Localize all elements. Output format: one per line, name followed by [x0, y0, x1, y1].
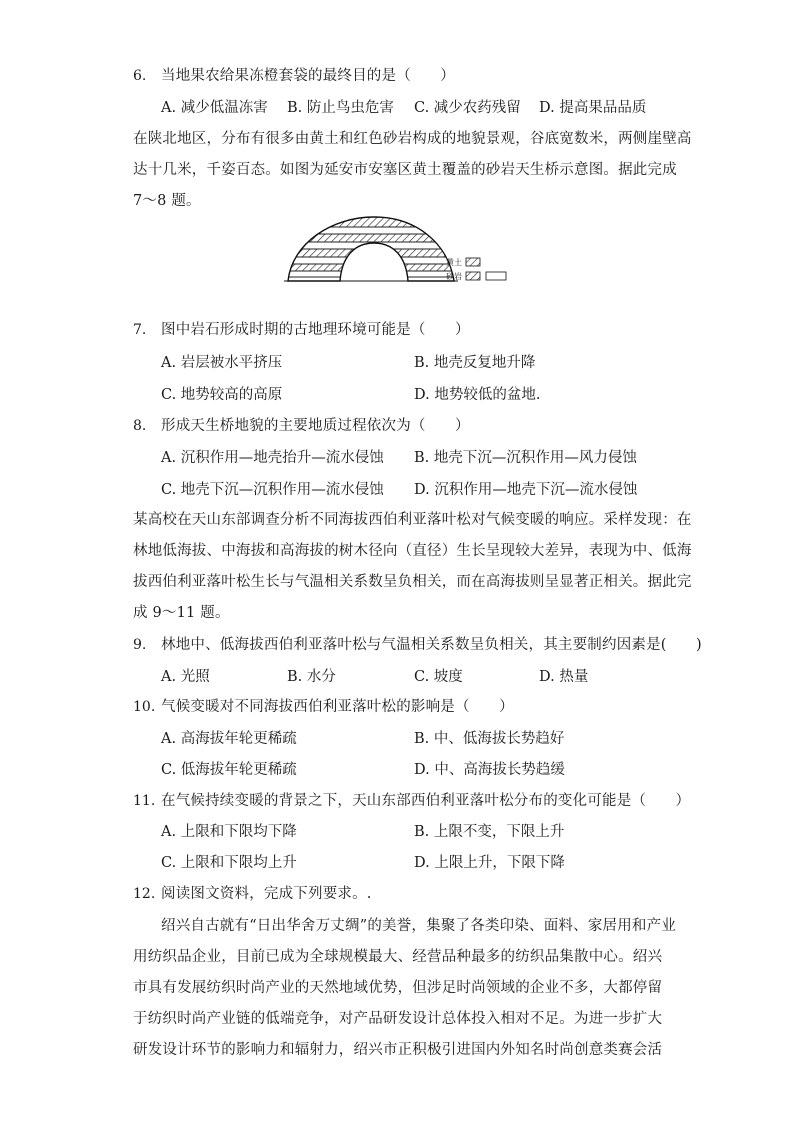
legend-loess-swatch [466, 258, 480, 266]
question-9-number: 9. [133, 637, 147, 653]
question-12-passage-line-5: 研发设计环节的影响力和辐射力，绍兴市正积极引进国内外知名时尚创意类赛会活 [133, 1042, 663, 1058]
question-8-option-b: B. 地壳下沉—沉积作用—风力侵蚀 [414, 450, 637, 466]
question-11-option-a: A. 上限和下限均下降 [161, 824, 297, 840]
hatched-band-2 [282, 249, 462, 257]
question-10-option-c: C. 低海拔年轮更稀疏 [161, 762, 297, 778]
question-9-option-d: D. 热量 [539, 669, 589, 685]
question-11-option-b: B. 上限不变，下限上升 [414, 824, 565, 840]
question-11-option-d: D. 上限上升，下限下降 [414, 855, 565, 871]
question-7-number: 7. [133, 322, 147, 338]
loess-layer-top [282, 213, 462, 227]
question-12-passage-line-1: 绍兴自古就有“日出华舍万丈绸”的美誉，集聚了各类印染、面料、家居用和产业 [161, 918, 677, 934]
question-7-option-b: B. 地壳反复地升降 [414, 355, 536, 371]
question-6-option-c: C. 减少农药残留 [414, 100, 521, 116]
legend-sandstone-swatch-hatched [466, 272, 480, 280]
legend-sandstone-swatch-plain [486, 272, 506, 280]
question-8-stem: 形成天生桥地貌的主要地质过程依次为（ ） [161, 418, 470, 434]
question-12-number: 12. [133, 886, 156, 902]
passage-2-line-1: 某高校在天山东部调查分析不同海拔西伯利亚落叶松对气候变暖的响应。采样发现：在 [133, 512, 692, 528]
question-10-option-d: D. 中、高海拔长势趋缓 [414, 762, 565, 778]
natural-bridge-figure [282, 213, 512, 289]
passage-1-line-3: 7～8 题。 [133, 193, 201, 209]
question-12-passage-line-3: 市具有发展纺织时尚产业的天然地域优势，但涉足时尚领域的企业不多，大都停留 [133, 980, 663, 996]
question-12-passage-line-2: 用纺织品企业，目前已成为全球规模最大、经营品种最多的纺织品集散中心。绍兴 [133, 949, 663, 965]
question-11-stem: 在气候持续变暖的背景之下，天山东部西伯利亚落叶松分布的变化可能是（ ） [161, 793, 691, 809]
question-9-option-b: B. 水分 [287, 669, 336, 685]
question-6-number: 6. [133, 68, 147, 84]
question-8-option-c: C. 地壳下沉—沉积作用—流水侵蚀 [161, 482, 384, 498]
question-9-option-c: C. 坡度 [414, 669, 463, 685]
question-7-option-d: D. 地势较低的盆地. [414, 387, 541, 403]
question-9-stem: 林地中、低海拔西伯利亚落叶松与气温相关系数呈负相关，其主要制约因素是( ) [161, 637, 702, 653]
hatched-band-3 [282, 264, 462, 271]
question-8-option-d: D. 沉积作用—地壳下沉—流水侵蚀 [414, 482, 638, 498]
question-10-option-b: B. 中、低海拔长势趋好 [414, 731, 565, 747]
question-6-option-a: A. 减少低温冻害 [161, 100, 268, 116]
legend-sandstone-label: 砂岩 [446, 272, 462, 281]
question-10-stem: 气候变暖对不同海拔西伯利亚落叶松的影响是（ ） [161, 699, 514, 715]
passage-2-line-2: 林地低海拔、中海拔和高海拔的树木径向（直径）生长呈现较大差异，表现为中、低海 [133, 543, 692, 559]
question-10-number: 10. [133, 699, 156, 715]
question-11-option-c: C. 上限和下限均上升 [161, 855, 297, 871]
question-10-option-a: A. 高海拔年轮更稀疏 [161, 731, 297, 747]
question-12-passage-line-4: 于纺织时尚产业链的低端竞争，对产品研发设计总体投入相对不足。为进一步扩大 [133, 1011, 663, 1027]
question-7-option-c: C. 地势较高的高原 [161, 387, 283, 403]
question-8-number: 8. [133, 418, 147, 434]
question-8-option-a: A. 沉积作用—地壳抬升—流水侵蚀 [161, 450, 384, 466]
question-6-option-d: D. 提高果品品质 [539, 100, 647, 116]
question-12-stem: 阅读图文资料，完成下列要求。. [161, 886, 372, 902]
passage-1-line-1: 在陕北地区，分布有很多由黄土和红色砂岩构成的地貌景观，谷底宽数米，两侧崖壁高 [133, 131, 692, 147]
question-9-option-a: A. 光照 [161, 669, 210, 685]
question-7-option-a: A. 岩层被水平挤压 [161, 355, 283, 371]
passage-2-line-3: 拔西伯利亚落叶松生长与气温相关系数呈负相关，而在高海拔则呈显著正相关。据此完 [133, 574, 692, 590]
question-6-option-b: B. 防止鸟虫危害 [287, 100, 394, 116]
legend-loess-label: 黄土 [446, 258, 462, 267]
passage-1-line-2: 达十几米，千姿百态。如图为延安市安塞区黄土覆盖的砂岩天生桥示意图。据此完成 [133, 162, 677, 178]
question-6-stem: 当地果农给果冻橙套袋的最终目的是（ ） [161, 68, 455, 84]
question-7-stem: 图中岩石形成时期的古地理环境可能是（ ） [161, 322, 470, 338]
passage-2-line-4: 成 9～11 题。 [133, 605, 230, 621]
question-11-number: 11. [133, 793, 156, 809]
